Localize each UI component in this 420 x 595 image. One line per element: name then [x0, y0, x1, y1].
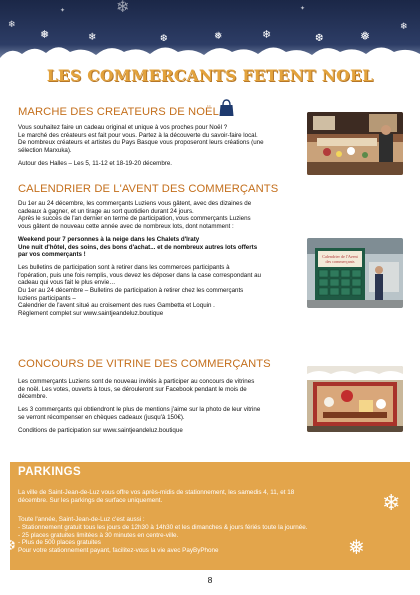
- parking-title: PARKINGS: [18, 466, 82, 478]
- snowflake-icon: ✦: [60, 8, 66, 14]
- snowflake-icon: ❅: [360, 29, 371, 43]
- calendar-sign-line2: des commerçants: [325, 259, 355, 264]
- snowflake-icon: ✦: [300, 6, 306, 12]
- snowflake-icon: ❄: [262, 29, 272, 41]
- snowflake-icon: ❄: [88, 32, 97, 43]
- snowflake-icon: ❄: [400, 21, 408, 31]
- snowflake-icon: ❅: [214, 31, 223, 42]
- section-title-calendrier: CALENDRIER DE L'AVENT DES COMMERÇANTS: [18, 183, 279, 195]
- snowflake-icon: ❅: [348, 537, 365, 559]
- snowflake-icon: ❅: [40, 29, 50, 41]
- shop-window-photo: [307, 366, 403, 432]
- page-number: 8: [207, 575, 213, 585]
- page-title: LES COMMERCANTS FETENT NOEL: [46, 66, 374, 85]
- parking-details: Toute l'année, Saint-Jean-de-Luz c'est aussi : - Stationnement gratuit tous les jours de 12h30 à 14h30 et les dimanches & jours fériés toute la journée. - 25 places gratuites limitées à 30 minutes en centre-ville. - Plus de 500 places gratuites Pour votre stationnement payant, facilitez-vous la vie avec PayByPhone: [18, 516, 308, 555]
- snowflake-icon: ❄: [382, 490, 401, 515]
- snowflake-icon: ❄: [116, 0, 130, 16]
- shopping-bag-icon: [219, 99, 234, 117]
- marche-text: Vous souhaitez faire un cadeau original et unique à vos proches pour Noël ? Le marché des créateurs est fait pour vous. Partez à la découverte du savoir-faire local. De nombreux créateurs et artistes du Pays Basque vous proposeront leurs créations (une sélection Marxuka). Autour des Halles – Les 5, 11-12 et 18-19-20 décembre.: [18, 124, 264, 167]
- snow-border: [0, 40, 420, 64]
- snowflake-icon: ❆: [160, 33, 168, 43]
- parking-intro: La ville de Saint-Jean-de-Luz vous offre vos après-midis de stationnement, les samedis 4, 11, et 18 décembre. Sur les parkings de surface uniquement.: [18, 489, 295, 504]
- snowflake-icon: ❆: [4, 537, 16, 553]
- vitrine-text: Les commerçants Luziens sont de nouveau invités à participer au concours de vitrines de noël. Les votes, ouverts à tous, se dérouleront sur Facebook pendant le mois de décembre. Les 3 commerçants qui obtiendront le plus de mentions j'aime sur la photo de leur vitrine se verront récompenser en chèques cadeaux (jusqu'à 150€). Conditions de participation sur www.saintjeandeluz.boutique: [18, 378, 261, 434]
- section-title-vitrine: CONCOURS DE VITRINE DES COMMERÇANTS: [18, 358, 271, 370]
- market-photo: [307, 112, 403, 175]
- header-banner: [0, 0, 420, 64]
- calendar-sign-line1: Calendrier de l'Avent: [322, 254, 358, 259]
- snowflake-icon: ❄: [8, 19, 16, 29]
- calendrier-text: Du 1er au 24 décembre, les commerçants Luziens vous gâtent, avec des dizaines de cadeaux à gagner, et un tirage au sort quotidien durant 24 jours. Après le succès de l'an dernier en terme de participation, vous commerçants Luziens vous gâtent de nouveau cette année avec de nombreux lots, dont notamment : Weekend pour 7 personnes à la neige dans les Chalets d'Iraty Une nuit d'hôtel, des soins, des bons d'achat... et de nombreux autres lots offerts par vos commerçants ! Les bulletins de participation sont à retirer dans les commerces participants à l'opération, puis une fois remplis, vous devez les déposer dans la case correspondant au cadeau qui vous fait le plus envie… Du 1er au 24 décembre – Bulletins de participation à retirer chez les commerçants luziens participants – Calendrier de l'avent situé au croisement des rues Gambetta et Loquin . Règlement complet sur www.saintjeandeluz.boutique: [18, 200, 261, 318]
- snowflake-icon: ❆: [315, 33, 324, 44]
- section-title-marche: MARCHE DES CREATEURS DE NOËL: [18, 106, 219, 118]
- advent-calendar-photo: [307, 238, 403, 308]
- parking-panel: [4, 462, 410, 570]
